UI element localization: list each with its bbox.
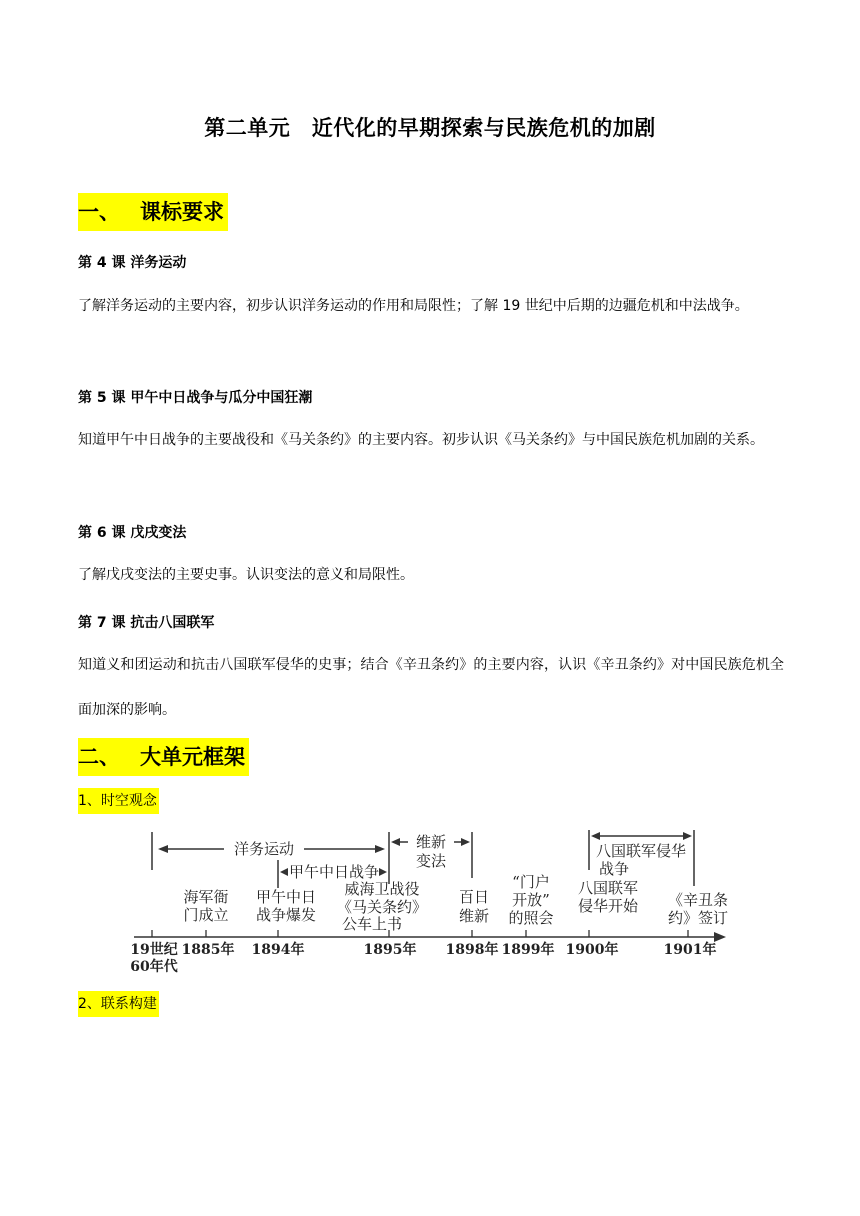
period-label-baguo-1: 八国联军侵华 bbox=[595, 842, 687, 860]
event-weihai-1: 威海卫战役 bbox=[344, 880, 420, 898]
year-label: 1894年 bbox=[251, 942, 305, 958]
section-heading-curriculum bbox=[78, 193, 228, 231]
timeline-diagram bbox=[128, 826, 732, 982]
year-label: 1885年 bbox=[181, 942, 235, 958]
period-label-weixin-1: 维新 bbox=[415, 833, 447, 851]
arrow-right bbox=[379, 868, 387, 876]
event-menhu-3: 的照会 bbox=[508, 909, 554, 927]
event-jiawu-2: 战争爆发 bbox=[255, 906, 317, 924]
period-label-baguo-2: 战争 bbox=[598, 860, 630, 878]
year-label: 1898年 bbox=[445, 942, 499, 958]
event-weihai-3: 公车上书 bbox=[341, 915, 403, 933]
section-label: 课标要求 bbox=[140, 200, 224, 224]
page-title: 第二单元 近代化的早期探索与民族危机的加剧 bbox=[204, 116, 656, 140]
event-xinchou-2: 约》签订 bbox=[667, 909, 729, 927]
event-bairi-2: 维新 bbox=[458, 907, 490, 925]
year-label: 19世纪 bbox=[130, 942, 178, 958]
lesson-title-4: 第 4 课 洋务运动 bbox=[78, 255, 187, 271]
period-label-weixin-2: 变法 bbox=[415, 852, 447, 870]
lesson-text-4: 了解洋务运动的主要内容，初步认识洋务运动的作用和局限性；了解 19 世纪中后期的边疆危机和中法战争。 bbox=[78, 298, 749, 314]
event-jiawu-1: 甲午中日 bbox=[255, 888, 317, 906]
arrow-right bbox=[375, 845, 385, 853]
section-number: 一、 bbox=[78, 200, 120, 224]
period-label-yangwu: 洋务运动 bbox=[233, 840, 295, 858]
event-baguo-2: 侵华开始 bbox=[577, 897, 639, 915]
arrow-right bbox=[461, 838, 470, 846]
lesson-title-7: 第 7 课 抗击八国联军 bbox=[78, 615, 215, 631]
lesson-text-6: 了解戊戌变法的主要史事。认识变法的意义和局限性。 bbox=[78, 567, 414, 583]
event-weihai-2: 《马关条约》 bbox=[336, 898, 428, 916]
lesson-title-6: 第 6 课 戊戌变法 bbox=[78, 525, 187, 541]
lesson-text-7: 知道义和团运动和抗击八国联军侵华的史事；结合《辛丑条约》的主要内容，认识《辛丑条约》对中国民族危机全面加深的影响。 bbox=[78, 657, 784, 718]
event-menhu-2: 开放” bbox=[512, 891, 550, 909]
arrow-left bbox=[158, 845, 168, 853]
event-haijun-1: 海军衙 bbox=[183, 888, 229, 906]
event-baguo-1: 八国联军 bbox=[577, 879, 639, 897]
arrow-left bbox=[391, 838, 400, 846]
subheading-spacetime: 1、时空观念 bbox=[78, 788, 159, 814]
axis-arrow bbox=[714, 932, 726, 942]
subheading-connections: 2、联系构建 bbox=[78, 991, 159, 1017]
event-haijun-2: 门成立 bbox=[183, 906, 229, 924]
section-number: 二、 bbox=[78, 745, 120, 769]
year-label: 1901年 bbox=[663, 942, 717, 958]
lesson-title-5: 第 5 课 甲午中日战争与瓜分中国狂潮 bbox=[78, 390, 313, 406]
period-label-jiawu: 甲午中日战争 bbox=[288, 863, 380, 881]
year-label: 1895年 bbox=[363, 942, 417, 958]
event-bairi-1: 百日 bbox=[458, 888, 490, 906]
year-label: 1899年 bbox=[501, 942, 555, 958]
year-label: 60年代 bbox=[130, 959, 178, 975]
event-menhu-1: “门户 bbox=[512, 873, 550, 891]
arrow-left bbox=[591, 832, 600, 840]
section-label: 大单元框架 bbox=[140, 745, 245, 769]
lesson-text-5: 知道甲午中日战争的主要战役和《马关条约》的主要内容。初步认识《马关条约》与中国民族危机加剧的关系。 bbox=[78, 432, 764, 448]
event-xinchou-1: 《辛丑条 bbox=[667, 891, 729, 909]
arrow-right bbox=[683, 832, 692, 840]
year-label: 1900年 bbox=[565, 942, 619, 958]
section-heading-framework bbox=[78, 738, 249, 776]
arrow-left bbox=[280, 868, 288, 876]
